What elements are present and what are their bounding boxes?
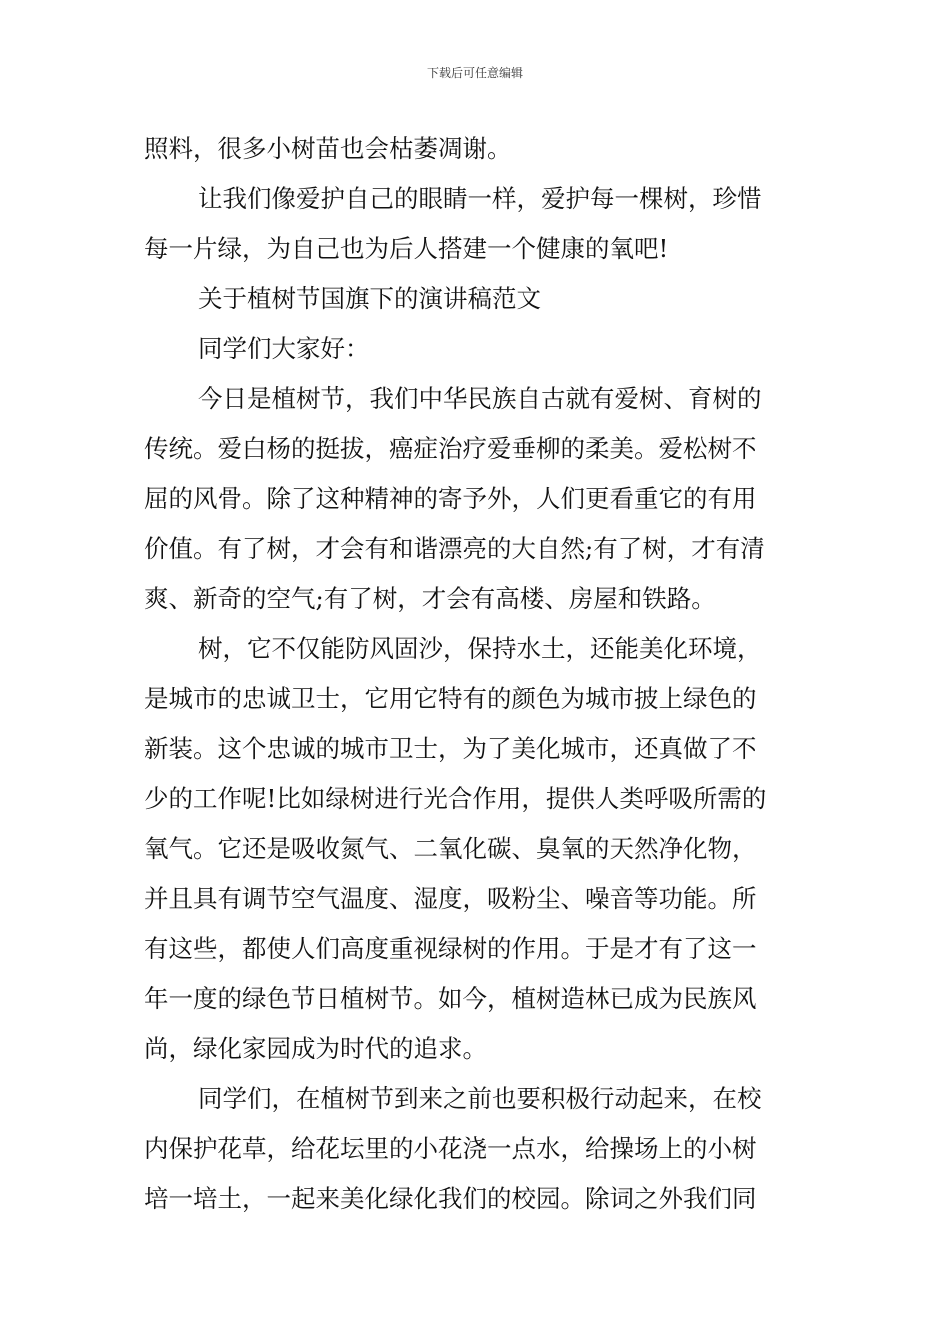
text-line: 传统。爱白杨的挺拔，癌症治疗爱垂柳的柔美。爱松树不 — [144, 434, 757, 463]
text-line: 屈的风骨。除了这种精神的寄予外，人们更看重它的有用 — [144, 484, 757, 513]
text-line: 培一培土，一起来美化绿化我们的校园。除词之外我们同 — [144, 1184, 757, 1213]
text-line: 树，它不仅能防风固沙，保持水土，还能美化环境， — [198, 634, 762, 663]
text-line: 年一度的绿色节日植树节。如今，植树造林已成为民族风 — [144, 984, 757, 1013]
page-header: 下载后可任意编辑 — [426, 66, 523, 80]
text-line: 同学们，在植树节到来之前也要积极行动起来，在校 — [198, 1084, 762, 1113]
text-line: 关于植树节国旗下的演讲稿范文 — [198, 284, 541, 313]
document-body — [144, 124, 806, 1224]
text-line: 价值。有了树，才会有和谐漂亮的大自然;有了树，才有清 — [144, 534, 765, 563]
text-line: 爽、新奇的空气;有了树，才会有高楼、房屋和铁路。 — [144, 584, 716, 613]
text-line: 今日是植树节，我们中华民族自古就有爱树、育树的 — [198, 384, 762, 413]
text-line: 每一片绿，为自己也为后人搭建一个健康的氧吧! — [144, 234, 669, 263]
text-line: 同学们大家好： — [198, 334, 370, 363]
text-line: 少的工作呢!比如绿树进行光合作用，提供人类呼吸所需的 — [144, 784, 767, 813]
text-line: 让我们像爱护自己的眼睛一样，爱护每一棵树，珍惜 — [198, 184, 762, 213]
text-line: 并且具有调节空气温度、湿度，吸粉尘、噪音等功能。所 — [144, 884, 757, 913]
text-line: 有这些，都使人们高度重视绿树的作用。于是才有了这一 — [144, 934, 757, 963]
text-line: 照料，很多小树苗也会枯萎凋谢。 — [144, 134, 512, 163]
text-line: 内保护花草，给花坛里的小花浇一点水，给操场上的小树 — [144, 1134, 757, 1163]
text-line: 是城市的忠诚卫士，它用它特有的颜色为城市披上绿色的 — [144, 684, 757, 713]
text-line: 尚，绿化家园成为时代的追求。 — [144, 1034, 487, 1063]
text-line: 氧气。它还是吸收氮气、二氧化碳、臭氧的天然净化物， — [144, 834, 757, 863]
text-line: 新装。这个忠诚的城市卫士，为了美化城市，还真做了不 — [144, 734, 757, 763]
